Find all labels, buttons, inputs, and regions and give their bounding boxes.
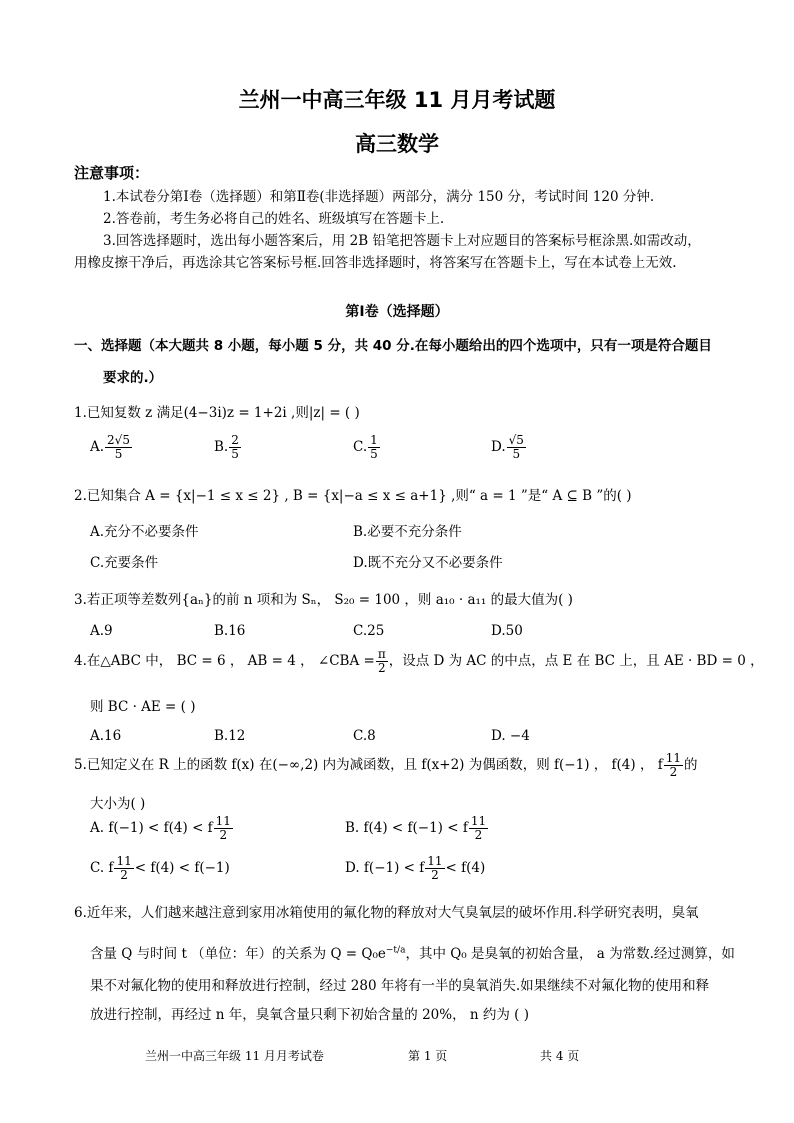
notice-item-3-cont: 用橡皮擦干净后，再选涂其它答案标号框.回答非选择题时，将答案写在答题卡上，写在本试卷上无效. (74, 255, 677, 271)
q2-option-a: A.充分不必要条件 (90, 524, 199, 540)
q4-stem: 4.在△ABC 中， BC = 6 ， AB = 4 ， ∠CBA = $\frac{\pi}{2}$ ，设点 D 为 AC 的中点，点 E 在 BC 上，且 AE · BD = 0 ， (74, 647, 764, 675)
q1-stem: 1.已知复数 z 满足(4−3i)z = 1+2i ,则|z| = ( ) (74, 405, 360, 421)
q2-option-d: D.既不充分又不必要条件 (353, 555, 503, 571)
q6-stem: 6.近年来，人们越来越注意到家用冰箱使用的氟化物的释放对大气臭氧层的破坏作用.科学研究表明，臭氧 (74, 905, 699, 921)
q3-option-c: C.25 (353, 623, 385, 639)
q5-stem-cont: 大小为( ) (90, 796, 146, 812)
notice-item-3: 3.回答选择题时，选出每小题答案后，用 2B 铅笔把答题卡上对应题目的答案标号框涂黑.如需改动， (103, 233, 701, 249)
notice-item-2: 2.答卷前，考生务必将自己的姓名、班级填写在答题卡上. (103, 211, 445, 227)
notice-heading: 注意事项： (74, 164, 150, 182)
q4-option-a: A.16 (90, 728, 122, 744)
q5-stem: 5.已知定义在 R 上的函数 f(x) 在(−∞,2) 内为减函数，且 f(x+2) 为偶函数，则 f(−1) ， f(4) ， f $\frac{11}{2}$ 的 (74, 751, 698, 779)
q6-stem-line3: 果不对氟化物的使用和释放进行控制，经过 280 年将有一半的臭氧消失.如果继续不对氟化物的使用和释 (90, 978, 710, 994)
q3-option-b: B.16 (214, 623, 246, 639)
q2-option-b: B.必要不充分条件 (353, 524, 462, 540)
q1-option-a: A. $\frac{2√5}{5}$ (90, 433, 130, 461)
section-instruction-cont: 要求的.） (103, 370, 163, 386)
q5-option-b: B. f(4) < f(−1) < f $\frac{11}{2}$ (345, 814, 487, 842)
q4-option-d: D. −4 (491, 728, 530, 744)
q4-option-c: C.8 (353, 728, 376, 744)
q4-stem-cont: 则 BC · AE = ( ) (90, 699, 196, 715)
page-subtitle: 高三数学 (355, 132, 439, 156)
q2-stem: 2.已知集合 A = {x|−1 ≤ x ≤ 2} , B = {x|−a ≤ x ≤ a+1} ,则“ a = 1 ”是“ A ⊆ B ”的( ) (74, 488, 632, 504)
q6-stem-line4: 放进行控制，再经过 n 年，臭氧含量只剩下初始含量的 20%， n 约为 ( ) (90, 1007, 529, 1023)
q5-option-a: A. f(−1) < f(4) < f $\frac{11}{2}$ (90, 814, 231, 842)
q5-option-d: D. f(−1) < f $\frac{11}{2}$ < f(4) (345, 854, 486, 882)
q4-option-b: B.12 (214, 728, 246, 744)
section-title: 第Ⅰ卷（选择题） (345, 304, 449, 320)
q3-option-d: D.50 (491, 623, 523, 639)
q6-stem-line2: 含量 Q 与时间 t （单位：年）的关系为 $Q = Q_0e^{-t/a}$，其中 Q₀ 是臭氧的初始含量， a 为常数.经过测算，如 (90, 945, 735, 962)
q5-option-c: C. f $\frac{11}{2}$ < f(4) < f(−1) (90, 854, 230, 882)
q1-option-d: D. $\frac{√5}{5}$ (491, 433, 524, 461)
footer-total-pages: 共 4 页 (540, 1049, 580, 1063)
q2-option-c: C.充要条件 (90, 555, 159, 571)
page-title: 兰州一中高三年级 11 月月考试题 (238, 88, 556, 112)
q3-option-a: A.9 (90, 623, 113, 639)
q3-stem: 3.若正项等差数列{aₙ}的前 n 项和为 Sₙ， S₂₀ = 100 ，则 a₁₀ · a₁₁ 的最大值为( ) (74, 592, 573, 608)
notice-item-1: 1.本试卷分第Ⅰ卷（选择题）和第Ⅱ卷(非选择题）两部分，满分 150 分，考试时间 120 分钟. (103, 189, 655, 205)
footer-page-number: 第 1 页 (408, 1049, 448, 1063)
section-instruction: 一、选择题（本大题共 8 小题，每小题 5 分，共 40 分.在每小题给出的四个选项中，只有一项是符合题目 (74, 338, 712, 354)
q1-option-b: B. $\frac{2}{5}$ (214, 433, 239, 461)
q1-option-c: C. $\frac{1}{5}$ (353, 433, 378, 461)
footer-left: 兰州一中高三年级 11 月月考试卷 (145, 1049, 324, 1063)
